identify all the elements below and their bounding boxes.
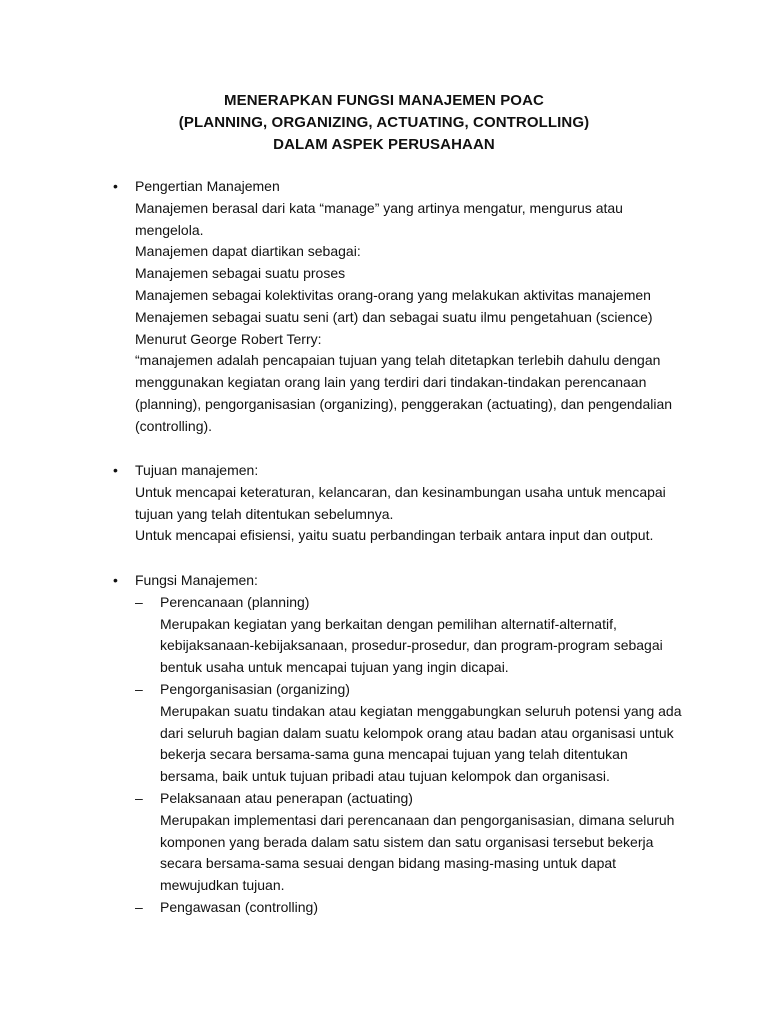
dash-icon: – <box>135 898 143 915</box>
body-line: Merupakan implementasi dari perencanaan dan pengorganisasian, dimana seluruh <box>160 811 675 828</box>
body-line: kebijaksanaan-kebijaksanaan, prosedur-prosedur, dan program-program sebagai <box>160 637 663 654</box>
function-item-actuating <box>0 788 768 897</box>
function-body <box>160 810 768 897</box>
body-line: bekerja secara bersama-sama guna mencapai tujuan yang telah ditentukan <box>160 746 628 763</box>
body-line: (controlling). <box>135 417 213 434</box>
body-line: komponen yang berada dalam satu sistem dan satu organisasi tersebut bekerja <box>160 833 654 850</box>
body-line: bersama, baik untuk tujuan pribadi atau tujuan kelompok dan organisasi. <box>160 768 610 785</box>
body-line: menggunakan kegiatan orang lain yang terdiri dari tindakan-tindakan perencanaan <box>135 374 647 391</box>
section-heading: Pengertian Manajemen <box>135 178 280 194</box>
body-line: mengelola. <box>135 221 204 238</box>
body-line: Manajemen dapat diartikan sebagai: <box>135 243 361 260</box>
function-body <box>160 701 768 788</box>
function-title: Pengawasan (controlling) <box>160 898 318 915</box>
function-item-controlling <box>0 897 768 919</box>
body-line: Menajemen sebagai suatu seni (art) dan sebagai suatu ilmu pengetahuan (science) <box>135 308 653 325</box>
body-line: Untuk mencapai keteraturan, kelancaran, dan kesinambungan usaha untuk mencapai <box>135 483 666 500</box>
function-item-organizing <box>0 679 768 788</box>
section-heading: Fungsi Manajemen: <box>135 572 258 588</box>
body-line: tujuan yang telah ditentukan sebelumnya. <box>135 505 394 522</box>
bullet-icon: • <box>113 572 118 588</box>
body-line: Manajemen berasal dari kata “manage” yang artinya mengatur, mengurus atau <box>135 199 623 216</box>
section-tujuan <box>0 460 768 547</box>
document-title <box>0 90 768 156</box>
section-body <box>135 482 675 547</box>
function-body <box>160 614 768 679</box>
function-title: Pelaksanaan atau penerapan (actuating) <box>160 789 413 806</box>
body-line: mewujudkan tujuan. <box>160 877 285 894</box>
body-line: bentuk usaha untuk mencapai tujuan yang ingin dicapai. <box>160 659 509 676</box>
bullet-icon: • <box>113 462 118 478</box>
body-line: Manajemen sebagai suatu proses <box>135 265 346 282</box>
body-line: “manajemen adalah pencapaian tujuan yang telah ditetapkan terlebih dahulu dengan <box>135 352 661 369</box>
section-body <box>135 198 675 438</box>
bullet-icon: • <box>113 178 118 194</box>
body-line: Menurut George Robert Terry: <box>135 330 322 347</box>
section-pengertian <box>0 176 768 438</box>
function-title: Perencanaan (planning) <box>160 593 310 610</box>
section-heading: Tujuan manajemen: <box>135 462 259 478</box>
dash-icon: – <box>135 680 143 697</box>
body-line: Merupakan kegiatan yang berkaitan dengan pemilihan alternatif-alternatif, <box>160 615 617 632</box>
body-line: Untuk mencapai efisiensi, yaitu suatu perbandingan terbaik antara input dan output. <box>135 527 654 544</box>
title-line-3: DALAM ASPEK PERUSAHAAN <box>273 136 495 153</box>
body-line: dari seluruh bagian dalam suatu kelompok orang atau badan atau organisasi untuk <box>160 724 674 741</box>
dash-icon: – <box>135 789 143 806</box>
function-item-planning <box>0 592 768 679</box>
body-line: (planning), pengorganisasian (organizing), penggerakan (actuating), dan pengendalian <box>135 395 673 412</box>
title-line-1: MENERAPKAN FUNGSI MANAJEMEN POAC <box>224 92 544 109</box>
body-line: secara bersama-sama sesuai dengan bidang masing-masing untuk dapat <box>160 855 617 872</box>
body-line: Merupakan suatu tindakan atau kegiatan menggabungkan seluruh potensi yang ada <box>160 702 682 719</box>
body-line: Manajemen sebagai kolektivitas orang-orang yang melakukan aktivitas manajemen <box>135 286 651 303</box>
section-fungsi <box>0 570 768 919</box>
dash-icon: – <box>135 593 143 610</box>
function-title: Pengorganisasian (organizing) <box>160 680 350 697</box>
title-line-2: (PLANNING, ORGANIZING, ACTUATING, CONTROLLING) <box>178 114 590 131</box>
